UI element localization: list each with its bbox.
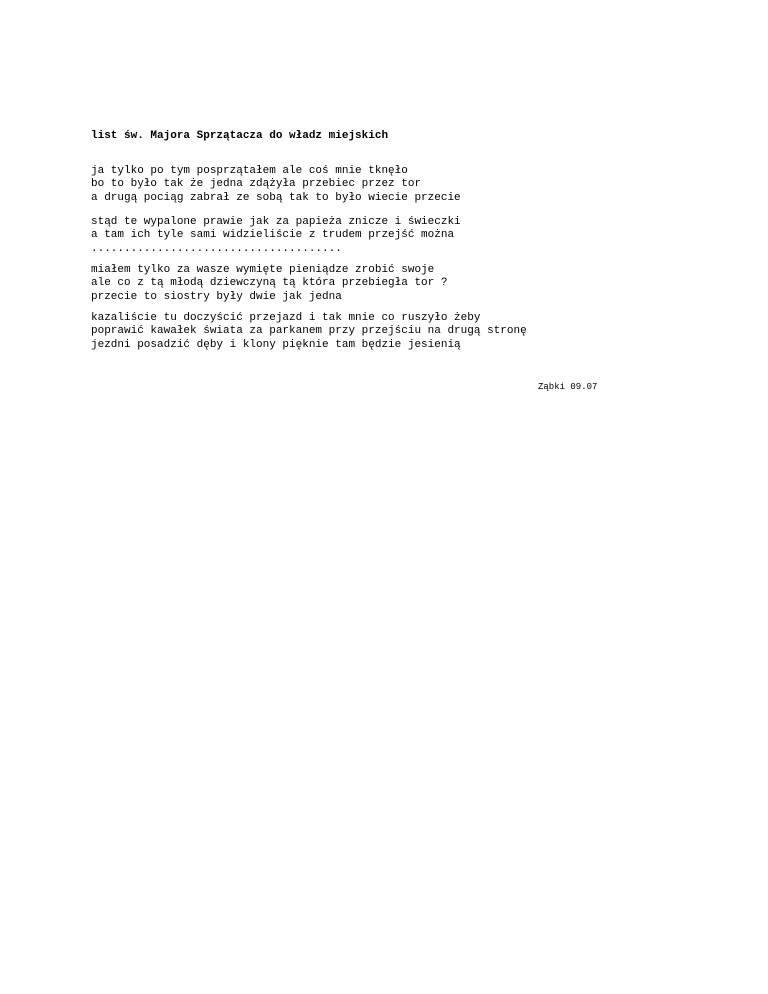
place-date-signature: Ząbki 09.07 [538, 382, 598, 392]
stanza-4 [91, 312, 527, 352]
poem-line: poprawić kawałek świata za parkanem przy przejściu na drugą stronę [91, 325, 527, 338]
poem-line: kazaliście tu doczyścić przejazd i tak mnie co ruszyło żeby [91, 312, 481, 324]
poem-line-dots: ...................................... [91, 242, 342, 255]
poem-line: a drugą pociąg zabrał ze sobą tak to było wiecie przecie [91, 191, 461, 204]
poem-line: przecie to siostry były dwie jak jedna [91, 290, 342, 303]
poem-title: list św. Majora Sprzątacza do władz miejskich [91, 130, 389, 142]
poem-line: a tam ich tyle sami widzieliście z trudem przejść można [91, 229, 455, 242]
poem-line: miałem tylko za wasze wymięte pieniądze zrobić swoje [91, 264, 435, 276]
poem-line: bo to było tak że jedna zdążyła przebiec przez tor [91, 178, 422, 191]
poem-line: stąd te wypalone prawie jak za papieża znicze i świeczki [91, 216, 461, 228]
stanza-2 [91, 216, 461, 256]
poem-line: ale co z tą młodą dziewczyną tą która przebiegła tor ? [91, 277, 448, 290]
poem-line: ja tylko po tym posprzątałem ale coś mnie tknęło [91, 165, 408, 177]
stanza-1 [91, 165, 461, 205]
poem-line: jezdni posadzić dęby i klony pięknie tam będzie jesienią [91, 338, 461, 351]
stanza-3 [91, 264, 447, 304]
